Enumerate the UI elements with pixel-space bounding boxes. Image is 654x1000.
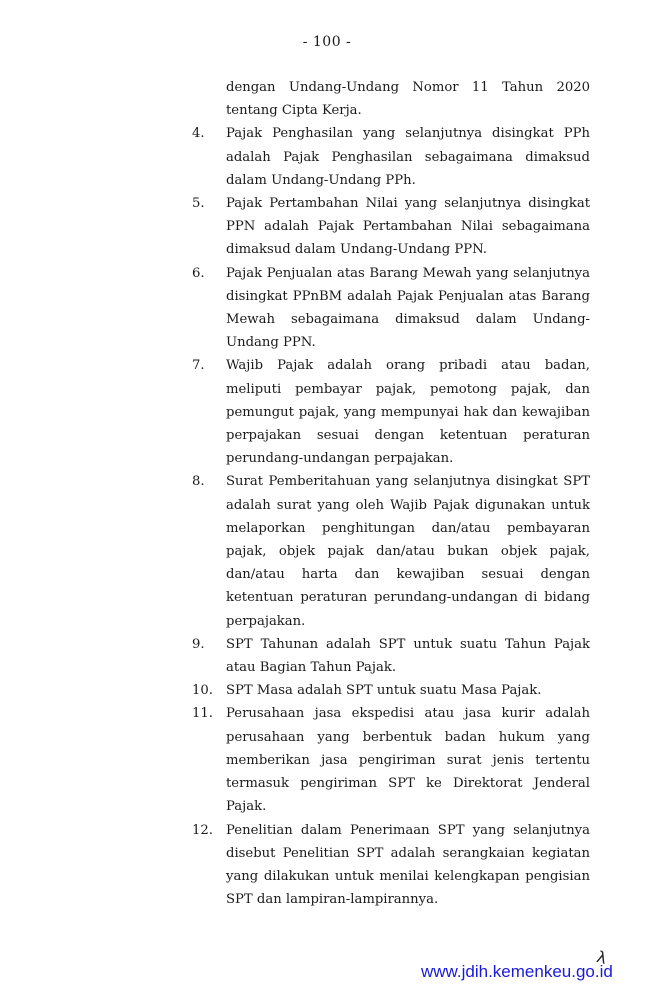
item-text: Pajak Pertambahan Nilai yang selanjutnya disingkat PPN adalah Pajak Pertambahan Nilai sebagaimana dimaksud dalam Undang-Undang PPN.: [226, 196, 590, 258]
list-item-10: [192, 679, 590, 702]
list-item-4: [192, 122, 590, 192]
list-item-9: [192, 633, 590, 679]
item-number: 9.: [192, 636, 205, 652]
paraf-mark: λ: [594, 947, 609, 968]
item-text: Pajak Penjualan atas Barang Mewah yang selanjutnya disingkat PPnBM adalah Pajak Penjualan atas Barang Mewah sebagaimana dimaksud dalam Undang-Undang PPN.: [226, 265, 590, 351]
item-number: 7.: [192, 358, 205, 374]
list-item-12: [192, 819, 590, 912]
item-text: Pajak Penghasilan yang selanjutnya disingkat PPh adalah Pajak Penghasilan sebagaimana dimaksud dalam Undang-Undang PPh.: [226, 126, 590, 188]
list-item-8: [192, 470, 590, 632]
page-number: - 100 -: [302, 34, 352, 50]
continuation-paragraph: dengan Undang-Undang Nomor 11 Tahun 2020 tentang Cipta Kerja.: [226, 80, 590, 119]
list-item-7: [192, 354, 590, 470]
item-number: 4.: [192, 126, 205, 142]
item-number: 5.: [192, 196, 205, 212]
jdih-website-link[interactable]: www.jdih.kemenkeu.go.id: [421, 962, 613, 981]
item-number: 11.: [192, 706, 213, 722]
item-number: 10.: [192, 683, 213, 699]
item-text: SPT Tahunan adalah SPT untuk suatu Tahun Pajak atau Bagian Tahun Pajak.: [226, 636, 590, 676]
list-item-6: [192, 262, 590, 355]
item-number: 8.: [192, 474, 205, 490]
item-text: SPT Masa adalah SPT untuk suatu Masa Pajak.: [226, 683, 542, 699]
list-item-11: [192, 702, 590, 818]
item-text: Surat Pemberitahuan yang selanjutnya disingkat SPT adalah surat yang oleh Wajib Pajak digunakan untuk melaporkan penghitungan dan/atau pembayaran pajak, objek pajak dan/atau bukan objek pajak, dan/atau harta dan kewajiban sesuai dengan ketentuan peraturan perundang-undangan di bidang perpajakan.: [226, 474, 590, 629]
item-text: Wajib Pajak adalah orang pribadi atau badan, meliputi pembayar pajak, pemotong pajak, dan pemungut pajak, yang mempunyai hak dan kewajiban perpajakan sesuai dengan ketentuan peraturan perundang-undangan perpajakan.: [226, 358, 590, 467]
item-text: Perusahaan jasa ekspedisi atau jasa kurir adalah perusahaan yang berbentuk badan hukum yang memberikan jasa pengiriman surat jenis tertentu termasuk pengiriman SPT ke Direktorat Jenderal Pajak.: [226, 706, 590, 815]
list-item-5: [192, 192, 590, 262]
item-number: 6.: [192, 265, 205, 281]
item-text: Penelitian dalam Penerimaan SPT yang selanjutnya disebut Penelitian SPT adalah serangkaian kegiatan yang dilakukan untuk menilai kelengkapan pengisian SPT dan lampiran-lampirannya.: [226, 822, 590, 908]
item-number: 12.: [192, 822, 213, 838]
document-body: [192, 76, 590, 911]
